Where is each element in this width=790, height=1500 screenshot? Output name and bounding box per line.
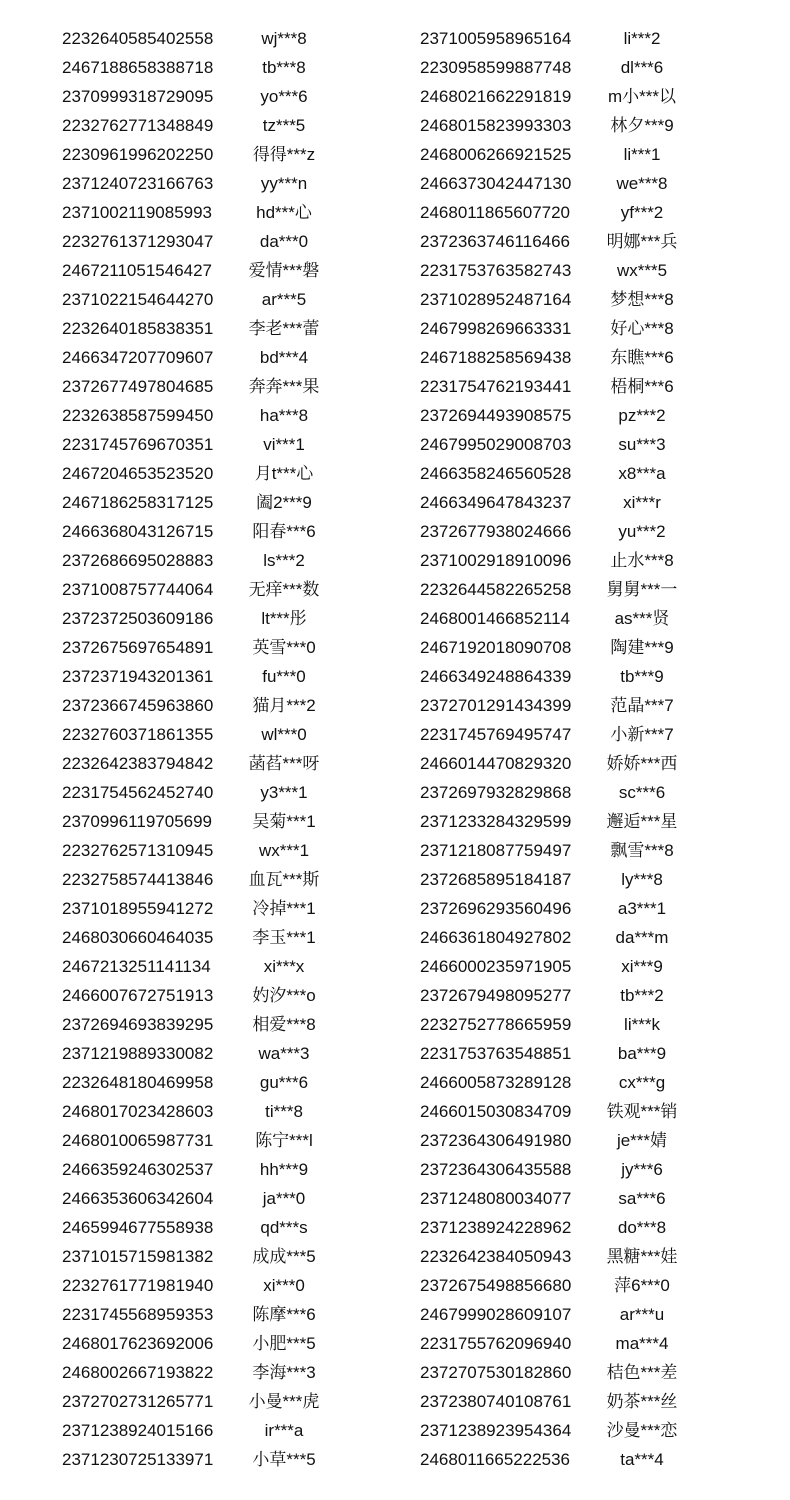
- left-order-id: 2232758574413846: [62, 870, 214, 889]
- left-user-name: tb***8: [262, 58, 306, 77]
- right-order-id: 2466358246560528: [420, 464, 572, 483]
- table-row: [0, 227, 790, 256]
- table-row: [0, 198, 790, 227]
- right-user-name: jy***6: [621, 1160, 663, 1179]
- table-row: [0, 430, 790, 459]
- right-order-id: 2372696293560496: [420, 899, 572, 918]
- left-user-name: da***0: [259, 232, 309, 251]
- right-order-id: 2371005958965164: [420, 29, 572, 48]
- left-order-id: 2371240723166763: [62, 174, 214, 193]
- left-user-name: 阖2***9: [256, 493, 312, 512]
- left-order-id: 2468010065987731: [62, 1131, 214, 1150]
- left-order-id: 2372675697654891: [62, 638, 214, 657]
- right-user-name: 萍6***0: [614, 1276, 670, 1295]
- left-order-id: 2372686695028883: [62, 551, 214, 570]
- right-user-name: 沙曼***恋: [606, 1421, 678, 1440]
- table-row: [0, 169, 790, 198]
- right-order-id: 2231753763582743: [420, 261, 572, 280]
- left-user-name: 李老***蕾: [248, 319, 320, 338]
- table-row: [0, 372, 790, 401]
- left-order-id: 2467186258317125: [62, 493, 214, 512]
- right-user-name: do***8: [617, 1218, 667, 1237]
- table-row: [0, 1271, 790, 1300]
- left-user-name: 月t***心: [254, 464, 314, 483]
- right-order-id: 2232642384050943: [420, 1247, 572, 1266]
- left-order-id: 2371018955941272: [62, 899, 214, 918]
- table-row: [0, 836, 790, 865]
- left-order-id: 2232642383794842: [62, 754, 214, 773]
- left-user-name: 血瓦***斯: [248, 870, 320, 889]
- left-user-name: 陈宁***l: [255, 1131, 313, 1150]
- left-user-name: 英雪***0: [252, 638, 316, 657]
- left-order-id: 2232762571310945: [62, 841, 214, 860]
- left-order-id: 2465994677558938: [62, 1218, 214, 1237]
- left-user-name: 冷掉***1: [252, 899, 316, 918]
- right-user-name: dl***6: [620, 58, 664, 77]
- right-user-name: yu***2: [618, 522, 666, 541]
- right-user-name: as***贤: [614, 609, 670, 628]
- right-user-name: ly***8: [621, 870, 663, 889]
- left-order-id: 2372366745963860: [62, 696, 214, 715]
- left-order-id: 2231745568959353: [62, 1305, 214, 1324]
- left-order-id: 2467204653523520: [62, 464, 214, 483]
- table-row: [0, 82, 790, 111]
- left-order-id: 2468017023428603: [62, 1102, 214, 1121]
- left-user-name: 猫月***2: [252, 696, 316, 715]
- right-order-id: 2466015030834709: [420, 1102, 572, 1121]
- right-user-name: 黑糖***娃: [606, 1247, 678, 1266]
- left-user-name: vi***1: [263, 435, 305, 454]
- right-order-id: 2466373042447130: [420, 174, 572, 193]
- left-user-name: 奔奔***果: [248, 377, 320, 396]
- left-order-id: 2372371943201361: [62, 667, 214, 686]
- left-user-name: hh***9: [259, 1160, 309, 1179]
- right-user-name: pz***2: [618, 406, 666, 425]
- left-user-name: 小肥***5: [252, 1334, 316, 1353]
- left-order-id: 2232640585402558: [62, 29, 214, 48]
- right-order-id: 2468006266921525: [420, 145, 572, 164]
- left-user-name: 李玉***1: [252, 928, 316, 947]
- left-user-name: yy***n: [260, 174, 308, 193]
- left-order-id: 2466359246302537: [62, 1160, 214, 1179]
- right-user-name: 陶建***9: [610, 638, 674, 657]
- right-order-id: 2231754762193441: [420, 377, 572, 396]
- table-row: [0, 1387, 790, 1416]
- left-user-name: lt***彤: [261, 609, 307, 628]
- left-user-name: ti***8: [265, 1102, 303, 1121]
- table-row: [0, 662, 790, 691]
- table-row: [0, 952, 790, 981]
- table-row: [0, 1300, 790, 1329]
- right-order-id: 2232752778665959: [420, 1015, 572, 1034]
- right-user-name: 铁观***销: [606, 1102, 678, 1121]
- table-row: [0, 981, 790, 1010]
- left-user-name: ir***a: [264, 1421, 304, 1440]
- left-order-id: 2466347207709607: [62, 348, 214, 367]
- left-order-id: 2232648180469958: [62, 1073, 214, 1092]
- table-row: [0, 604, 790, 633]
- left-order-id: 2372694693839295: [62, 1015, 214, 1034]
- left-order-id: 2467188658388718: [62, 58, 214, 77]
- left-user-name: hd***心: [256, 203, 312, 222]
- left-order-id: 2372702731265771: [62, 1392, 214, 1411]
- left-order-id: 2232638587599450: [62, 406, 214, 425]
- table-row: [0, 459, 790, 488]
- right-order-id: 2371002918910096: [420, 551, 572, 570]
- right-user-name: x8***a: [618, 464, 666, 483]
- right-order-id: 2372364306491980: [420, 1131, 572, 1150]
- right-user-name: ma***4: [615, 1334, 669, 1353]
- left-user-name: wl***0: [261, 725, 307, 744]
- left-user-name: gu***6: [259, 1073, 309, 1092]
- right-user-name: cx***g: [618, 1073, 666, 1092]
- left-order-id: 2371022154644270: [62, 290, 214, 309]
- right-order-id: 2232644582265258: [420, 580, 572, 599]
- right-order-id: 2466361804927802: [420, 928, 572, 947]
- left-order-id: 2467213251141134: [62, 957, 211, 976]
- left-order-id: 2231745769670351: [62, 435, 214, 454]
- right-order-id: 2467999028609107: [420, 1305, 572, 1324]
- table-row: [0, 401, 790, 430]
- right-order-id: 2467192018090708: [420, 638, 572, 657]
- right-order-id: 2371233284329599: [420, 812, 572, 831]
- left-user-name: yo***6: [260, 87, 308, 106]
- table-row: [0, 1416, 790, 1445]
- left-order-id: 2466368043126715: [62, 522, 214, 541]
- table-row: [0, 1039, 790, 1068]
- left-user-name: wx***1: [258, 841, 310, 860]
- left-user-name: 小曼***虎: [248, 1392, 320, 1411]
- left-order-id: 2232761771981940: [62, 1276, 214, 1295]
- left-user-name: 妁汐***o: [252, 986, 316, 1005]
- right-user-name: ta***4: [620, 1450, 664, 1469]
- right-user-name: 梦想***8: [610, 290, 674, 309]
- right-user-name: 梧桐***6: [610, 377, 674, 396]
- right-user-name: 好心***8: [610, 319, 674, 338]
- right-order-id: 2372679498095277: [420, 986, 572, 1005]
- table-row: [0, 343, 790, 372]
- left-user-name: 吴菊***1: [252, 812, 316, 831]
- left-order-id: 2468030660464035: [62, 928, 214, 947]
- left-user-name: 陈摩***6: [252, 1305, 316, 1324]
- table-row: [0, 285, 790, 314]
- right-user-name: li***1: [623, 145, 661, 164]
- left-user-name: wj***8: [261, 29, 307, 48]
- table-row: [0, 1010, 790, 1039]
- right-order-id: 2371218087759497: [420, 841, 572, 860]
- right-user-name: wx***5: [616, 261, 668, 280]
- right-order-id: 2466014470829320: [420, 754, 572, 773]
- table-row: [0, 778, 790, 807]
- right-user-name: ar***u: [619, 1305, 665, 1324]
- left-user-name: 成成***5: [252, 1247, 316, 1266]
- left-order-id: 2371219889330082: [62, 1044, 214, 1063]
- right-user-name: xi***9: [621, 957, 663, 976]
- right-user-name: 止水***8: [610, 551, 674, 570]
- right-order-id: 2468015823993303: [420, 116, 572, 135]
- left-user-name: 爱情***磐: [248, 261, 320, 280]
- table-row: [0, 894, 790, 923]
- table-row: [0, 488, 790, 517]
- left-order-id: 2370999318729095: [62, 87, 214, 106]
- right-order-id: 2468021662291819: [420, 87, 572, 106]
- right-user-name: li***2: [623, 29, 661, 48]
- right-user-name: su***3: [618, 435, 666, 454]
- left-user-name: tz***5: [262, 116, 306, 135]
- right-order-id: 2230958599887748: [420, 58, 572, 77]
- table-row: [0, 24, 790, 53]
- left-user-name: wa***3: [258, 1044, 310, 1063]
- right-user-name: yf***2: [620, 203, 664, 222]
- left-order-id: 2232762771348849: [62, 116, 214, 135]
- right-order-id: 2231755762096940: [420, 1334, 572, 1353]
- table-row: [0, 923, 790, 952]
- table-row: [0, 140, 790, 169]
- table-row: [0, 1097, 790, 1126]
- left-user-name: ar***5: [261, 290, 307, 309]
- right-user-name: sa***6: [618, 1189, 666, 1208]
- table-row: [0, 865, 790, 894]
- left-user-name: bd***4: [259, 348, 309, 367]
- left-user-name: xi***x: [263, 957, 305, 976]
- left-user-name: y3***1: [260, 783, 308, 802]
- table-row: [0, 749, 790, 778]
- table-row: [0, 633, 790, 662]
- right-user-name: m小***以: [607, 87, 676, 106]
- right-user-name: we***8: [616, 174, 668, 193]
- table-row: [0, 691, 790, 720]
- right-order-id: 2372364306435588: [420, 1160, 572, 1179]
- right-user-name: 桔色***差: [606, 1363, 678, 1382]
- right-user-name: tb***9: [620, 667, 664, 686]
- left-order-id: 2370996119705699: [62, 812, 213, 831]
- right-user-name: da***m: [615, 928, 669, 947]
- table-row: [0, 1329, 790, 1358]
- table-row: [0, 1184, 790, 1213]
- right-order-id: 2468011865607720: [420, 203, 571, 222]
- right-order-id: 2466005873289128: [420, 1073, 572, 1092]
- left-user-name: 李海***3: [252, 1363, 316, 1382]
- left-order-id: 2371002119085993: [62, 203, 213, 222]
- right-order-id: 2231753763548851: [420, 1044, 572, 1063]
- right-order-id: 2468001466852114: [420, 609, 571, 628]
- right-user-name: 明娜***兵: [606, 232, 678, 251]
- left-order-id: 2231754562452740: [62, 783, 214, 802]
- left-user-name: 得得***z: [252, 145, 316, 164]
- right-order-id: 2468011665222536: [420, 1450, 571, 1469]
- left-order-id: 2467211051546427: [62, 261, 213, 280]
- table-row: [0, 1358, 790, 1387]
- left-user-name: 菡萏***呀: [248, 754, 320, 773]
- right-order-id: 2372380740108761: [420, 1392, 572, 1411]
- left-user-name: 相爱***8: [252, 1015, 316, 1034]
- right-user-name: 东瞧***6: [610, 348, 674, 367]
- left-order-id: 2468017623692006: [62, 1334, 214, 1353]
- right-order-id: 2372707530182860: [420, 1363, 572, 1382]
- right-user-name: 邂逅***星: [606, 812, 678, 831]
- right-user-name: li***k: [624, 1015, 660, 1034]
- table-row: [0, 314, 790, 343]
- right-order-id: 2231745769495747: [420, 725, 572, 744]
- right-user-name: xi***r: [623, 493, 661, 512]
- right-order-id: 2466000235971905: [420, 957, 572, 976]
- left-order-id: 2232760371861355: [62, 725, 214, 744]
- table-row: [0, 575, 790, 604]
- left-order-id: 2372372503609186: [62, 609, 214, 628]
- right-order-id: 2372701291434399: [420, 696, 572, 715]
- left-user-name: 阳春***6: [252, 522, 316, 541]
- table-row: [0, 1213, 790, 1242]
- right-order-id: 2372675498856680: [420, 1276, 572, 1295]
- right-order-id: 2372363746116466: [420, 232, 571, 251]
- left-user-name: 小草***5: [252, 1450, 316, 1469]
- table-row: [0, 256, 790, 285]
- left-order-id: 2371230725133971: [62, 1450, 214, 1469]
- right-user-name: ba***9: [617, 1044, 667, 1063]
- left-order-id: 2466353606342604: [62, 1189, 214, 1208]
- right-order-id: 2466349647843237: [420, 493, 572, 512]
- right-order-id: 2467995029008703: [420, 435, 572, 454]
- left-user-name: qd***s: [260, 1218, 308, 1237]
- left-user-name: ja***0: [262, 1189, 306, 1208]
- right-user-name: tb***2: [620, 986, 664, 1005]
- right-order-id: 2371238923954364: [420, 1421, 572, 1440]
- table-row: [0, 1242, 790, 1271]
- left-order-id: 2371238924015166: [62, 1421, 214, 1440]
- right-user-name: 范晶***7: [610, 696, 674, 715]
- right-order-id: 2372694493908575: [420, 406, 572, 425]
- right-user-name: a3***1: [617, 899, 667, 918]
- left-user-name: 无痒***数: [248, 580, 320, 599]
- right-order-id: 2371238924228962: [420, 1218, 572, 1237]
- right-order-id: 2371028952487164: [420, 290, 572, 309]
- right-order-id: 2372697932829868: [420, 783, 572, 802]
- table-row: [0, 517, 790, 546]
- right-user-name: 舅舅***一: [606, 580, 678, 599]
- right-order-id: 2371248080034077: [420, 1189, 572, 1208]
- left-user-name: ls***2: [263, 551, 305, 570]
- right-order-id: 2466349248864339: [420, 667, 572, 686]
- left-order-id: 2371008757744064: [62, 580, 214, 599]
- left-order-id: 2232761371293047: [62, 232, 214, 251]
- left-order-id: 2468002667193822: [62, 1363, 214, 1382]
- table-row: [0, 720, 790, 749]
- left-order-id: 2230961996202250: [62, 145, 214, 164]
- left-user-name: fu***0: [262, 667, 306, 686]
- table-row: [0, 1126, 790, 1155]
- right-user-name: 小新***7: [610, 725, 674, 744]
- right-user-name: 娇娇***西: [606, 754, 678, 773]
- left-user-name: ha***8: [259, 406, 309, 425]
- left-order-id: 2232640185838351: [62, 319, 214, 338]
- table-row: [0, 1155, 790, 1184]
- right-user-name: je***婧: [616, 1131, 668, 1150]
- table-row: [0, 1068, 790, 1097]
- table-row: [0, 53, 790, 82]
- right-order-id: 2372685895184187: [420, 870, 572, 889]
- right-user-name: 奶茶***丝: [606, 1392, 678, 1411]
- left-order-id: 2372677497804685: [62, 377, 214, 396]
- table-row: [0, 807, 790, 836]
- table-row: [0, 1445, 790, 1474]
- right-user-name: 林夕***9: [610, 116, 674, 135]
- table-row: [0, 546, 790, 575]
- right-user-name: 飘雪***8: [610, 841, 674, 860]
- right-order-id: 2467998269663331: [420, 319, 572, 338]
- left-order-id: 2466007672751913: [62, 986, 214, 1005]
- right-order-id: 2372677938024666: [420, 522, 572, 541]
- right-user-name: sc***6: [618, 783, 666, 802]
- left-user-name: xi***0: [263, 1276, 305, 1295]
- table-row: [0, 111, 790, 140]
- left-order-id: 2371015715981382: [62, 1247, 214, 1266]
- right-order-id: 2467188258569438: [420, 348, 572, 367]
